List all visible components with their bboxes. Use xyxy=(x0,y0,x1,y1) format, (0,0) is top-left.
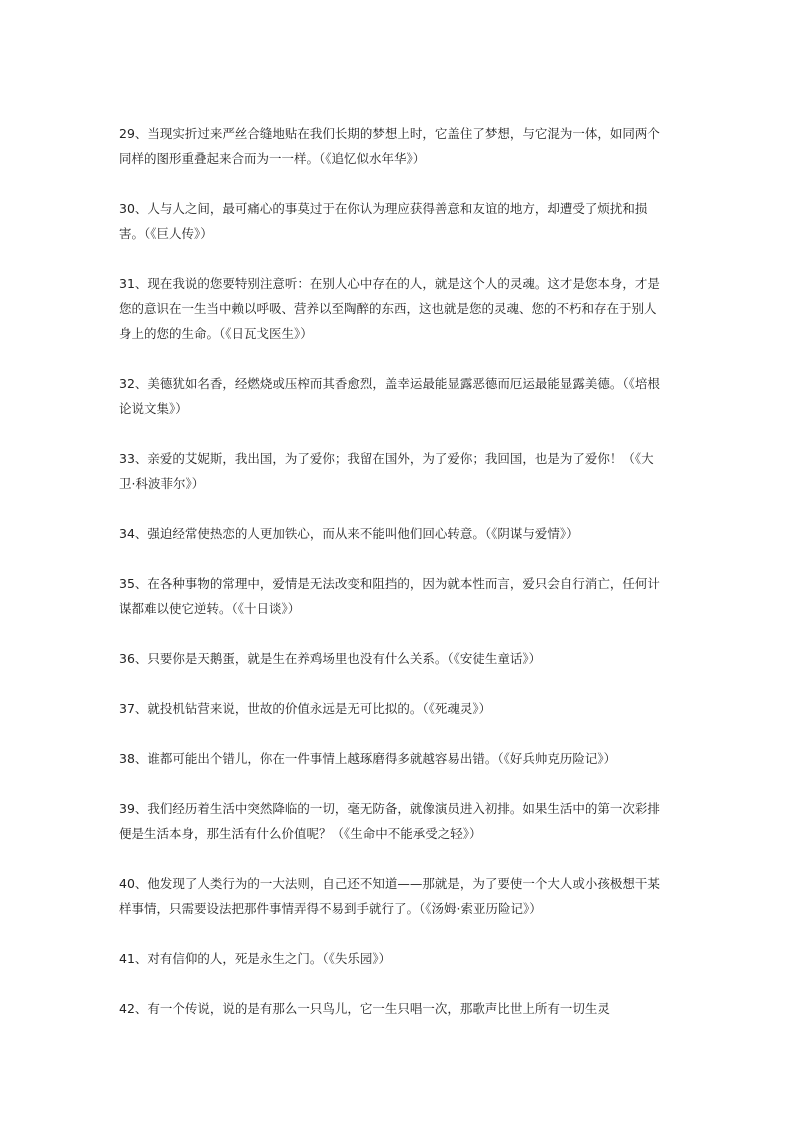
quote-text: 35、在各种事物的常理中，爱情是无法改变和阻挡的，因为就本性而言，爱只会自行消亡，任何计谋都难以使它逆转。（《十日谈》） xyxy=(119,576,660,616)
quote-text: 29、当现实折过来严丝合缝地贴在我们长期的梦想上时，它盖住了梦想，与它混为一体，如同两个同样的图形重叠起来合而为一一样。（《追忆似水年华》） xyxy=(119,126,660,166)
quote-39 xyxy=(119,796,664,846)
quote-text: 42、有一个传说，说的是有那么一只鸟儿，它一生只唱一次，那歌声比世上所有一切生灵 xyxy=(119,1001,610,1016)
quote-text: 30、人与人之间，最可痛心的事莫过于在你认为理应获得善意和友谊的地方，却遭受了烦扰和损害。（《巨人传》） xyxy=(119,201,648,241)
quote-text: 40、他发现了人类行为的一大法则，自己还不知道——那就是，为了要使一个大人或小孩极想干某样事情，只需要设法把那件事情弄得不易到手就行了。（《汤姆·索亚历险记》） xyxy=(119,876,660,916)
quote-text: 37、就投机钻营来说，世故的价值永远是无可比拟的。（《死魂灵》） xyxy=(119,701,492,716)
quote-text: 39、我们经历着生活中突然降临的一切，毫无防备，就像演员进入初排。如果生活中的第一次彩排便是生活本身，那生活有什么价值呢？（《生命中不能承受之轻》） xyxy=(119,801,660,841)
quote-text: 36、只要你是天鹅蛋，就是生在养鸡场里也没有什么关系。（《安徒生童话》） xyxy=(119,651,542,666)
quote-list xyxy=(119,121,664,1046)
quote-29 xyxy=(119,121,664,171)
quote-30 xyxy=(119,196,664,246)
quote-34 xyxy=(119,521,664,546)
quote-text: 31、现在我说的您要特别注意听：在别人心中存在的人，就是这个人的灵魂。这才是您本身，才是您的意识在一生当中赖以呼吸、营养以至陶醉的东西，这也就是您的灵魂、您的不朽和存在于别人身上的您的生命。（《日瓦戈医生》） xyxy=(119,276,660,341)
quote-35 xyxy=(119,571,664,621)
quote-41 xyxy=(119,946,664,971)
quote-40 xyxy=(119,871,664,921)
quote-31 xyxy=(119,271,664,346)
quote-32 xyxy=(119,371,664,421)
quote-38 xyxy=(119,746,664,771)
quote-text: 41、对有信仰的人，死是永生之门。（《失乐园》） xyxy=(119,951,392,966)
quote-text: 33、亲爱的艾妮斯，我出国，为了爱你；我留在国外，为了爱你；我回国，也是为了爱你！（《大卫·科波菲尔》） xyxy=(119,451,654,491)
quote-text: 32、美德犹如名香，经燃烧或压榨而其香愈烈，盖幸运最能显露恶德而厄运最能显露美德。（《培根论说文集》） xyxy=(119,376,660,416)
quote-text: 34、强迫经常使热恋的人更加铁心，而从来不能叫他们回心转意。（《阴谋与爱情》） xyxy=(119,526,579,541)
quote-36 xyxy=(119,646,664,671)
quote-42 xyxy=(119,996,664,1021)
quote-33 xyxy=(119,446,664,496)
quote-text: 38、谁都可能出个错儿，你在一件事情上越琢磨得多就越容易出错。（《好兵帅克历险记》） xyxy=(119,751,617,766)
quote-37 xyxy=(119,696,664,721)
